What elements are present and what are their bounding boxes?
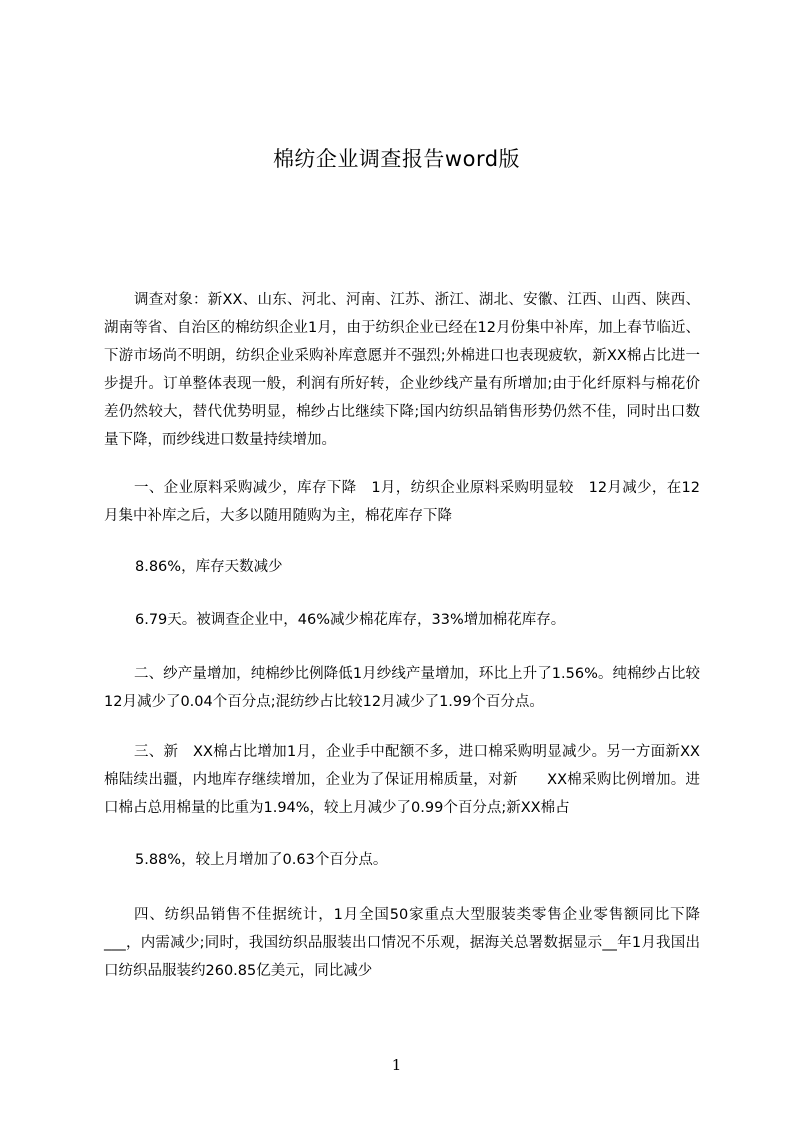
paragraph-section-3: 三、新 XX棉占比增加1月，企业手中配额不多，进口棉采购明显减少。另一方面新XX棉陆续出疆，内地库存继续增加，企业为了保证用棉质量，对新 XX棉采购比例增加。进口棉占总用棉量的比重为1.94%，较上月减少了0.99个百分点;新XX棉占 xyxy=(104,744,700,816)
paragraph-section-1: 一、企业原料采购减少，库存下降 1月，纺织企业原料采购明显较 12月减少，在12月集中补库之后，大多以随用随购为主，棉花库存下降 xyxy=(104,480,700,524)
paragraph-inventory-days: 6.79天。被调查企业中，46%减少棉花库存，33%增加棉花库存。 xyxy=(135,612,566,628)
paragraph-cotton-inventory: 8.86%，库存天数减少 xyxy=(135,559,283,575)
paragraph-survey-scope: 调查对象：新XX、山东、河北、河南、江苏、浙江、湖北、安徽、江西、山西、陕西、湖南等省、自治区的棉纺织企业1月，由于纺织企业已经在12月份集中补库，加上春节临近、下游市场尚不明朗，纺织企业采购补库意愿并不强烈;外棉进口也表现疲软，新XX棉占比进一步提升。订单整体表现一般，利润有所好转，企业纱线产量有所增加;由于化纤原料与棉花价差仍然较大，替代优势明显，棉纱占比继续下降;国内纺织品销售形势仍然不佳，同时出口数量下降，而纱线进口数量持续增加。 xyxy=(104,292,700,448)
paragraph-section-4: 四、纺织品销售不佳据统计，1月全国50家重点大型服装类零售企业零售额同比下降___，内需减少;同时，我国纺织品服装出口情况不乐观，据海关总署数据显示__年1月我国出口纺织品服装约260.85亿美元，同比减少 xyxy=(104,907,700,979)
paragraph-xinjiang-share: 5.88%，较上月增加了0.63个百分点。 xyxy=(135,852,388,868)
page-number: 1 xyxy=(391,1056,402,1074)
document-title: 棉纺企业调查报告word版 xyxy=(272,147,521,171)
paragraph-section-2: 二、纱产量增加，纯棉纱比例降低1月纱线产量增加，环比上升了1.56%。纯棉纱占比较12月减少了0.04个百分点;混纺纱占比较12月减少了1.99个百分点。 xyxy=(104,666,700,710)
